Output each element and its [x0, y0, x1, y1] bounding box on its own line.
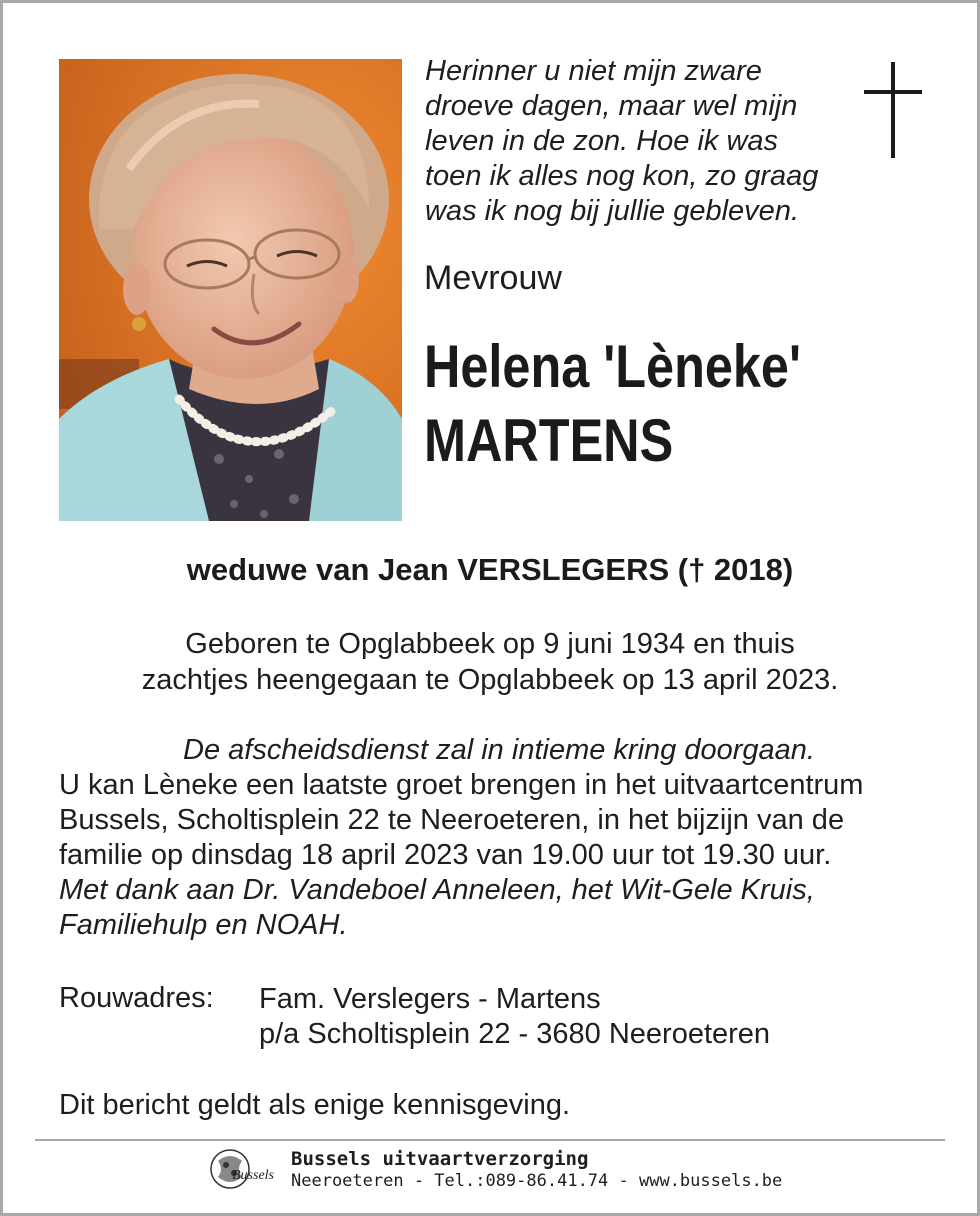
thanks-line: Met dank aan Dr. Vandeboel Anneleen, het Wit-Gele Kruis, [59, 874, 815, 906]
poem-line: was ik nog bij jullie gebleven. [425, 195, 799, 227]
mourning-address [259, 982, 770, 1052]
ceremony-line: De afscheidsdienst zal in intieme kring doorgaan. [183, 734, 815, 766]
portrait-photo [59, 59, 402, 521]
mourning-address-line1: Fam. Verslegers - Martens [259, 983, 601, 1015]
poem-line: droeve dagen, maar wel mijn [425, 90, 798, 122]
mourning-address-line2: p/a Scholtisplein 22 - 3680 Neeroeteren [259, 1018, 771, 1050]
ceremony-line: U kan Lèneke een laatste groet brengen in het uitvaartcentrum [59, 769, 864, 801]
deceased-name-line2: MARTENS [424, 407, 674, 474]
company-contact: Neeroeteren - Tel.:089-86.41.74 - www.bussels.be [291, 1171, 783, 1191]
deceased-name [424, 330, 801, 478]
poem-line: Herinner u niet mijn zware [425, 55, 762, 87]
notice-text: Dit bericht geldt als enige kennisgeving. [59, 1089, 571, 1121]
poem-line: toen ik alles nog kon, zo graag [425, 160, 819, 192]
thanks-line: Familiehulp en NOAH. [59, 909, 348, 941]
widow-of: weduwe van Jean VERSLEGERS († 2018) [186, 552, 794, 587]
ceremony-line: familie op dinsdag 18 april 2023 van 19.00 uur tot 19.30 uur. [59, 839, 832, 871]
cross-icon [864, 62, 922, 163]
mourning-address-label: Rouwadres: [59, 982, 214, 1014]
poem [425, 54, 865, 229]
birth-line: Geboren te Opglabbeek op 9 juni 1934 en thuis [185, 628, 795, 660]
death-line: zachtjes heengegaan te Opglabbeek op 13 april 2023. [141, 664, 839, 696]
bussels-logo [208, 1147, 282, 1196]
honorific: Mevrouw [424, 259, 562, 297]
poem-line: leven in de zon. Hoe ik was [425, 125, 779, 157]
birth-death-info [0, 626, 980, 698]
company-name: Bussels uitvaartverzorging [291, 1148, 589, 1170]
ceremony-line: Bussels, Scholtisplein 22 te Neeroeteren, in het bijzijn van de [59, 804, 845, 836]
ceremony-info [59, 733, 939, 943]
logo-text: Bussels [232, 1168, 274, 1183]
footer-divider [35, 1139, 945, 1141]
deceased-name-line1: Helena 'Lèneke' [424, 333, 801, 400]
